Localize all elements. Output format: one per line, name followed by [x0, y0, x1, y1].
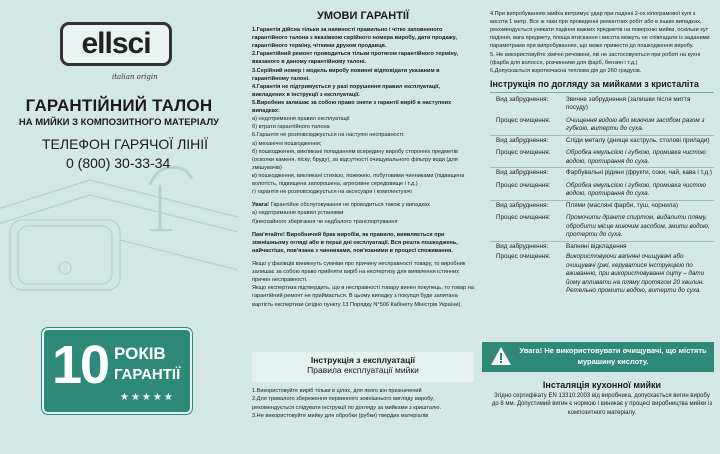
- remember-note: Пам'ятайте! Виробничий брак виробів, як правило, виявляється при зовнішньому огляді або в перші дні експлуатації. Вся решта пошкоджень, найчастіше, пов'язана з чинниками, пов'язаними в процесі споживання.: [252, 231, 458, 254]
- dirt-type-label: Вид забруднення:: [496, 201, 549, 209]
- left-column: [0, 0, 238, 454]
- star-rating-icon: ★★★★★: [120, 392, 175, 403]
- badge-years-label: РОКІВ: [114, 344, 166, 363]
- cleaning-process-value: Промочити дрантя спиртом, видалити пляму, обробити місце миючим засобом, змити водою, протерти до суха.: [566, 211, 714, 241]
- kitchen-installation-text: Згідно сертифікату EN 13310:2003 від виробника, допускається вигин виробу до 8 мм. Допустимий вигин є нормою і виникає у процесі виробництва мийки із композитного матеріалу.: [491, 393, 713, 416]
- dirt-type-value: Вапняні відкладення: [566, 242, 627, 250]
- cleaning-process-label: Процес очищення:: [490, 179, 566, 201]
- table-row: [490, 168, 714, 179]
- dirt-type-label: Вид забруднення:: [496, 136, 549, 144]
- table-row: [490, 252, 714, 297]
- dirt-type-value: Сліди металу (днище каструль, столові прилади): [566, 136, 710, 144]
- dirt-type-value: Фарбувальні рідини (фрукти, соки, чай, кава і т.д.): [566, 169, 713, 177]
- table-row: [490, 211, 714, 241]
- table-row: [490, 200, 714, 211]
- attention-line: [252, 201, 474, 209]
- dirt-type-value: Звичне забруднення (залишки після миття посуду): [566, 95, 691, 112]
- cleaning-process-value: Очищення водою або миючим засобом разом з губкою, витерти до суха.: [566, 114, 714, 136]
- expertise-paragraph: Якщо у фахівців виникнуть сумніви про причину несправності товару, то виробник залишає за собою право прийняти виріб на експертизу для виявлення істинних причин несправності.: [252, 260, 466, 284]
- table-row: [490, 179, 714, 201]
- operation-rule: 1.Використовуйте виріб тільки в цілях, для якого він призначений: [252, 388, 422, 394]
- cleaning-process-label: Процес очищення:: [490, 146, 566, 168]
- brand-tagline: italian origin: [112, 73, 158, 81]
- kitchen-installation-title: Інсталяція кухонної мийки: [542, 380, 662, 390]
- operation-instructions-title: Інструкція з експлуатації: [310, 355, 416, 365]
- care-table: [490, 95, 714, 297]
- table-row: [490, 114, 714, 136]
- operation-rules-list: [252, 387, 474, 421]
- kitchen-sink-installation: [490, 380, 714, 417]
- cleaning-process-label: Процес очищення:: [490, 211, 566, 241]
- operation-rules-subtitle: Правила експлуатації мийки: [307, 365, 419, 375]
- page-subtitle: НА МИЙКИ З КОМПОЗИТНОГО МАТЕРІАЛУ: [18, 117, 220, 128]
- condition-item: 1.Гарантія дійсна тільки за наявності правильно і чітко заповненого гарантійного талона з вказівкою серійного номера виробу, дати продажу, гарантійного терміну, чіткими друком продавця.: [252, 27, 457, 50]
- table-row: [490, 146, 714, 168]
- sink-faucet-illustration: [0, 150, 238, 300]
- case-item: а) механічні пошкодження;: [252, 140, 322, 147]
- condition-item: 5.Виробник залишає за собою право зняти з гарантії виріб в наступних випадках:: [252, 99, 452, 115]
- case-item: 6.Гарантія не розповсюджується на наступні несправності:: [252, 132, 405, 139]
- dirt-type-label: Вид забруднення:: [496, 95, 549, 103]
- operation-rule: 5. Не використовуйте хімічні речовини, які не застосовуються при роботі на кухні (фарба для волосся, розчинники для фарб, бензин і т.д.): [490, 51, 701, 66]
- case-item: в) пошкодження, викликані стихією, пожежею, побутовими чинниками (підвищена вологість, підвищена запорошена, агресивне середовище і т.д.): [252, 172, 465, 188]
- table-row: [490, 135, 714, 146]
- condition-item: 2.Гарантійний ремонт проводиться тільки протягом гарантійного терміну, вказаного в даному гарантійному талоні.: [252, 51, 459, 66]
- warning-triangle-icon: [490, 346, 512, 366]
- case-item: б) втрати гарантійного талона: [252, 124, 330, 131]
- cleaning-process-value: Обробка емульсією і губкою, промивка чистою водою, протирання до суха.: [566, 146, 714, 168]
- care-instructions-title: Інструкція по догляду за мийками з кристаліта: [490, 79, 714, 93]
- attention-text: Гарантійне обслуговування не проводиться також у випадках: [270, 202, 430, 209]
- dirt-type-value: Плями (масляні фарби, туш, чорнила): [566, 201, 679, 209]
- badge-number: 10: [52, 335, 109, 395]
- cleaning-process-value: Обробка емульсією і губкою, промивка чистою водою, протирання до суха.: [566, 179, 714, 201]
- hotline-phone: 0 (800) 30-33-34: [66, 155, 171, 171]
- condition-item: 4.Гарантія не підтримується у разі порушення правил експлуатації, викладених в інструкції з експлуатації.: [252, 83, 440, 98]
- operation-rule: 6.Допускається короткочасна теплова дія до 260 градусів.: [490, 67, 642, 74]
- expertise-paragraph: Якщо експертиза підтвердить, що в несправності товару винен покупець, то товар на гарантійний ремонт не приймається. В цьому випадку з покупця буде запитана вартість експертизи (згідно пункту 13 Порядку N°506 Кабінету Міністрів України).: [252, 285, 474, 308]
- cleaning-process-label: Процес очищення:: [490, 114, 566, 136]
- warning-text: Увага! Не використовувати очищувачі, що містять мурашину кислоту.: [519, 346, 707, 366]
- attention-line: б)неохайного зберігання чи недбалого транспортування: [252, 218, 398, 225]
- table-row: [490, 95, 714, 114]
- operation-rule: 3.Не використовуйте мийку для обробки (рубки) твердих матеріалів: [252, 413, 429, 420]
- dirt-type-label: Вид забруднення:: [496, 242, 549, 250]
- cleaning-process-value: Використовуючи вапняні очищувачі або очищувачі (ржі, керуватися інструкцією по вживанню, при використовуванні оцту – дати йому впливати на пляму протягом 20 хвилин. Ретельно промити водою, витерти до суха.: [566, 253, 705, 295]
- brand-logo: [60, 22, 172, 66]
- case-item: г) гарантія не розповсюджується на аксесуари і комплектуючі: [252, 189, 412, 196]
- case-item: б) пошкодження, викликані попаданням всередину виробу сторонніх предметів (осколки каменя, піску, бруду), за відсутності очищувального фільтру води (для змішувачів): [252, 148, 458, 171]
- attention-label: Увага!: [252, 202, 270, 209]
- formic-acid-warning: [482, 342, 714, 372]
- attention-line: а) недотримання правил установки: [252, 210, 344, 217]
- warranty-years-badge: [42, 328, 192, 414]
- operation-rule: 4.При випробуваннях мийка витримує удар при падінні 2-ох кілограмової кулі з висоти 1 метр. Все ж таки при проведенні ремонтних робіт або в інших випадках, рекомендується уникати падіння важких предметів на поверхню мийки, оскільки кут падіння, вага предмету, площа втискання і висота можуть не співпадати із заданими параметрами при випробуваннях, що може привести до пошкодження виробу.: [490, 11, 710, 50]
- brand-logo-text: ellsci: [81, 27, 151, 60]
- warranty-conditions-title: УМОВИ ГАРАНТІЇ: [316, 10, 410, 22]
- cleaning-process-label: Процес очищення:: [496, 253, 551, 261]
- table-row: [490, 241, 714, 252]
- hotline-label: ТЕЛЕФОН ГАРЯЧОЇ ЛІНІЇ: [42, 136, 209, 152]
- badge-warranty-label: ГАРАНТІЇ: [114, 366, 181, 383]
- operation-instructions-header: [252, 352, 474, 382]
- condition-item: 3.Серійний номер і модель виробу повинні відповідати указаним в гарантійному талоні.: [252, 67, 440, 82]
- dirt-type-label: Вид забруднення:: [496, 169, 549, 177]
- case-item: а) недотримання правил експлуатації: [252, 116, 350, 123]
- operation-rule: 2.Для тривалого збереження первинного зовнішнього вигляду виробу, рекомендується слідувати інструкції по догляду за мийками з кришталю.: [252, 396, 442, 411]
- right-column: [490, 10, 714, 450]
- page-title: ГАРАНТІЙНИЙ ТАЛОН: [25, 96, 213, 115]
- operation-rules-continued: [490, 10, 714, 75]
- middle-column: [252, 10, 474, 450]
